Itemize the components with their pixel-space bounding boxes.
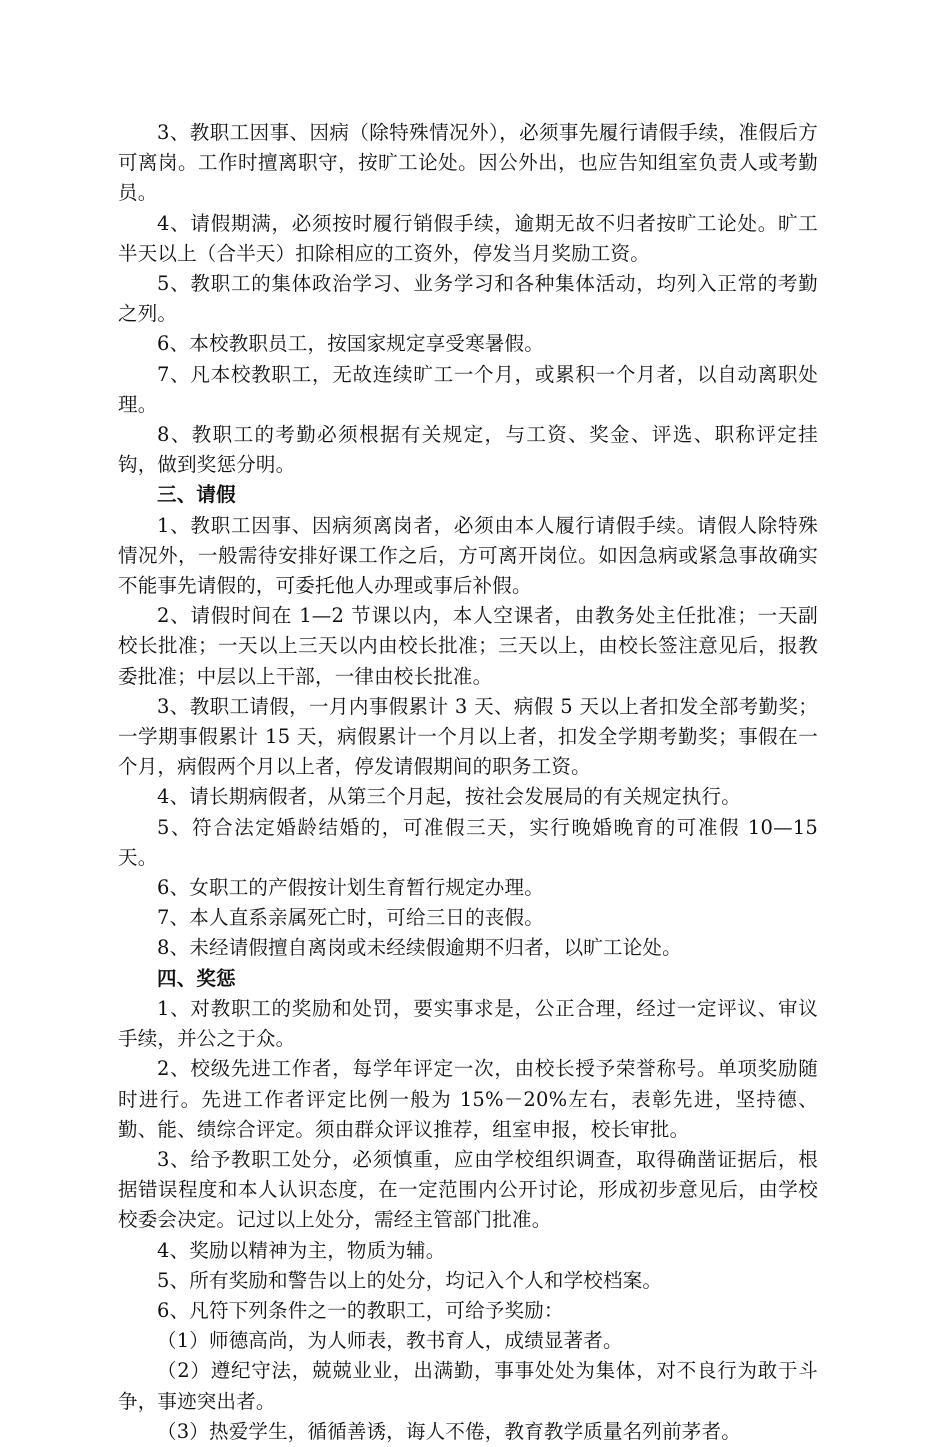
- paragraph-attendance-6: 6、本校教职员工，按国家规定享受寒暑假。: [157, 332, 544, 356]
- paragraph-attendance-3: 3、教职工因事、因病（除特殊情况外），必须事先履行请假手续，准假后方可离岗。工作时擅离职守，按旷工论处。因公外出，也应告知组室负责人或考勤员。: [118, 121, 818, 205]
- paragraph-leave-4: 4、请长期病假者，从第三个月起，按社会发展局的有关规定执行。: [157, 785, 741, 809]
- document-body: [118, 118, 818, 1447]
- paragraph-attendance-8: 8、教职工的考勤必须根据有关规定，与工资、奖金、评选、职称评定挂钩，做到奖惩分明。: [118, 423, 818, 477]
- paragraph-leave-8: 8、未经请假擅自离岗或未经续假逾期不归者，以旷工论处。: [157, 936, 682, 960]
- section-heading-rewards: 四、奖惩: [157, 966, 236, 990]
- paragraph-rewards-4: 4、奖励以精神为主，物质为辅。: [157, 1238, 446, 1262]
- paragraph-leave-3: 3、教职工请假，一月内事假累计 3 天、病假 5 天以上者扣发全部考勤奖；一学期事假累计 15 天，病假累计一个月以上者，扣发全学期考勤奖；事假在一个月，病假两个月以上者，停发请假期间的职务工资。: [118, 694, 818, 779]
- paragraph-attendance-5: 5、教职工的集体政治学习、业务学习和各种集体活动，均列入正常的考勤之列。: [118, 272, 818, 326]
- paragraph-leave-2: 2、请假时间在 1—2 节课以内，本人空课者，由教务处主任批准；一天副校长批准；一天以上三天以内由校长批准；三天以上，由校长签注意见后，报教委批准；中层以上干部，一律由校长批准。: [118, 604, 818, 688]
- paragraph-leave-6: 6、女职工的产假按计划生育暂行规定办理。: [157, 876, 544, 900]
- condition-item-3: （3）热爱学生，循循善诱，诲人不倦，教育教学质量名列前茅者。: [157, 1419, 741, 1443]
- section-heading-leave: 三、请假: [157, 483, 236, 507]
- condition-item-2: （2）遵纪守法，兢兢业业，出满勤，事事处处为集体，对不良行为敢于斗争，事迹突出者。: [118, 1359, 818, 1413]
- paragraph-leave-7: 7、本人直系亲属死亡时，可给三日的丧假。: [157, 906, 544, 930]
- paragraph-rewards-3: 3、给予教职工处分，必须慎重，应由学校组织调查，取得确凿证据后，根据错误程度和本人认识态度，在一定范围内公开讨论，形成初步意见后，由学校校委会决定。记过以上处分，需经主管部门批准。: [118, 1147, 818, 1232]
- paragraph-rewards-5: 5、所有奖励和警告以上的处分，均记入个人和学校档案。: [157, 1268, 663, 1292]
- paragraph-leave-1: 1、教职工因事、因病须离岗者，必须由本人履行请假手续。请假人除特殊情况外，一般需待安排好课工作之后，方可离开岗位。如因急病或紧急事故确实不能事先请假的，可委托他人办理或事后补假。: [118, 513, 818, 598]
- paragraph-leave-5: 5、符合法定婚龄结婚的，可准假三天，实行晚婚晚育的可准假 10—15 天。: [118, 815, 818, 869]
- paragraph-rewards-2: 2、校级先进工作者，每学年评定一次，由校长授予荣誉称号。单项奖励随时进行。先进工作者评定比例一般为 15%－20%左右，表彰先进，坚持德、勤、能、绩综合评定。须由群众评议推荐，组室申报，校长审批。: [118, 1057, 818, 1141]
- condition-item-1: （1）师德高尚，为人师表，教书育人，成绩显著者。: [157, 1329, 623, 1353]
- paragraph-rewards-6: 6、凡符下列条件之一的教职工，可给予奖励：: [157, 1298, 564, 1322]
- paragraph-rewards-1: 1、对教职工的奖励和处罚，要实事求是，公正合理，经过一定评议、审议手续，并公之于众。: [118, 996, 818, 1051]
- paragraph-attendance-4: 4、请假期满，必须按时履行销假手续，逾期无故不归者按旷工论处。旷工半天以上（合半天）扣除相应的工资外，停发当月奖励工资。: [118, 211, 818, 265]
- paragraph-attendance-7: 7、凡本校教职工，无故连续旷工一个月，或累积一个月者，以自动离职处理。: [118, 362, 818, 416]
